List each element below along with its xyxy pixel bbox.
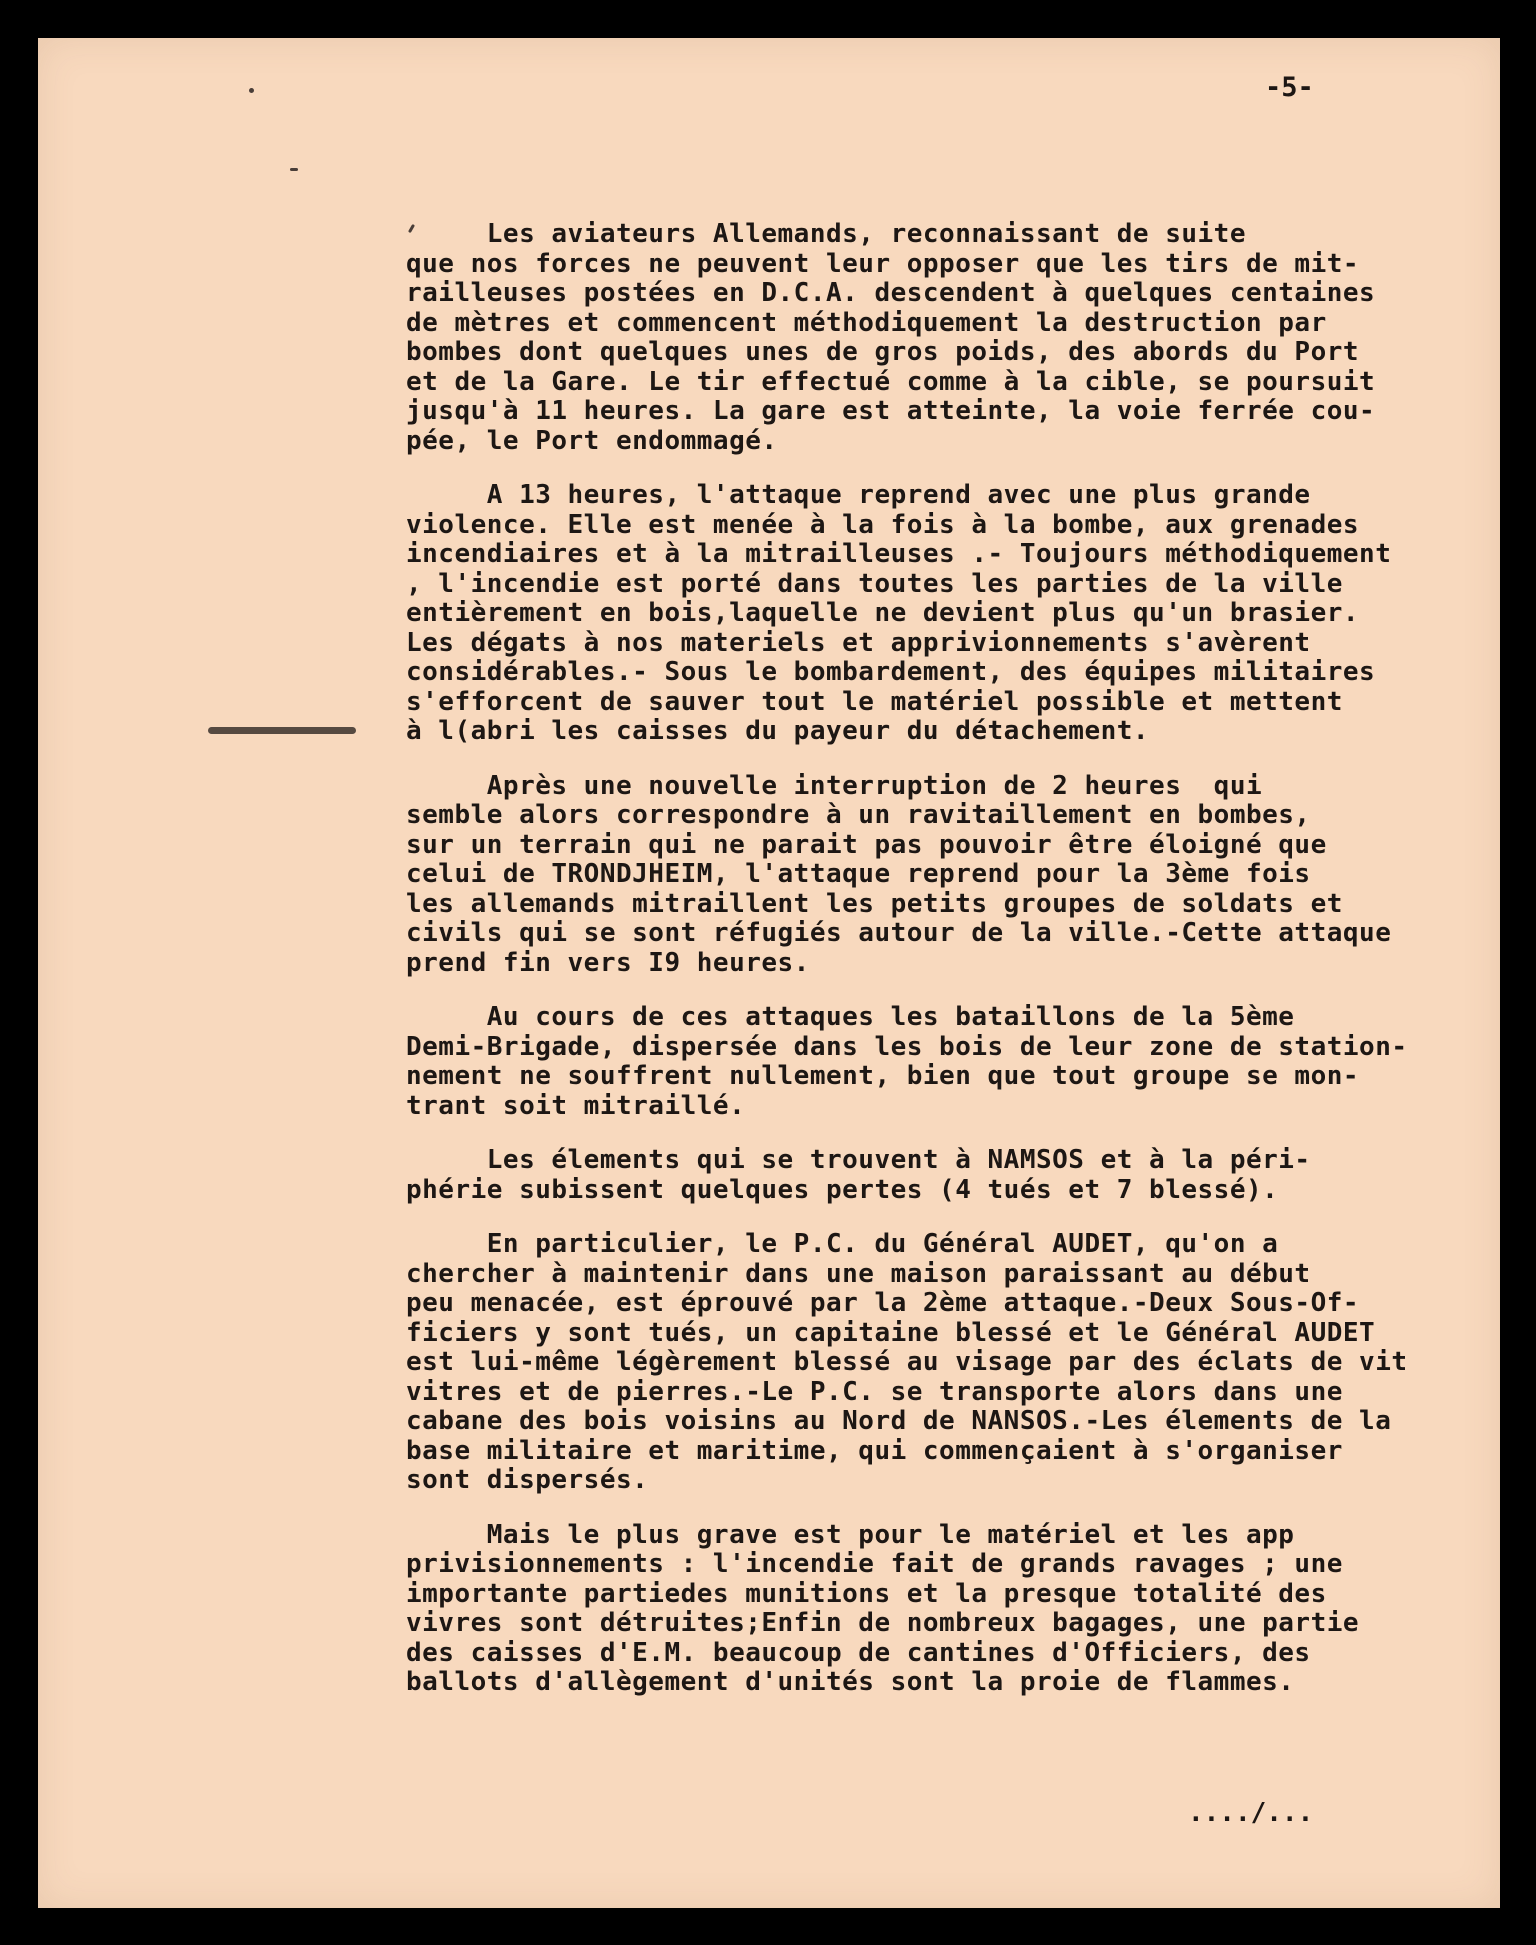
text-line: prend fin vers I9 heures. [406, 947, 810, 978]
text-line: Mais le plus grave est pour le matériel et les app [406, 1519, 1295, 1550]
text-line: ballots d'allègement d'unités sont la proie de flammes. [406, 1667, 1295, 1697]
text-line: jusqu'à 11 heures. La gare est atteinte, la voie ferrée cou- [406, 396, 1376, 426]
text-line: semble alors correspondre à un ravitaillement en bombes, [406, 800, 1311, 830]
text-line: Les aviateurs Allemands, reconnaissant de suite [406, 219, 1246, 249]
text-line: A 13 heures, l'attaque reprend avec une plus grande [406, 480, 1311, 510]
text-line: Au cours de ces attaques les bataillons de la 5ème [406, 1002, 1295, 1032]
text-line: entièrement en bois,laquelle ne devient plus qu'un brasier. [406, 598, 1360, 628]
paragraph [406, 481, 1498, 747]
paper-speck [249, 88, 254, 93]
text-line: vitres et de pierres.-Le P.C. se transporte alors dans une [406, 1376, 1343, 1407]
text-line: Les dégats à nos materiels et apprivionnements s'avèrent [406, 627, 1311, 658]
text-line: les allemands mitraillent les petits groupes de soldats et [406, 888, 1343, 919]
text-line: à l(abri les caisses du payeur du détachement. [406, 716, 1150, 746]
text-line: Les élements qui se trouvent à NAMSOS et à la péri- [406, 1145, 1311, 1175]
document-page [38, 38, 1500, 1908]
text-line: incendiaires et à la mitrailleuses .- Toujours méthodiquement [406, 539, 1392, 569]
paragraph [406, 1146, 1498, 1205]
text-line: , l'incendie est porté dans toutes les parties de la ville [406, 568, 1343, 599]
text-line: sont dispersés. [406, 1465, 649, 1495]
text-line: Après une nouvelle interruption de 2 heures qui [406, 770, 1263, 801]
text-line: est lui-même légèrement blessé au visage par des éclats de vit [406, 1347, 1408, 1377]
text-line: privisionnements : l'incendie fait de grands ravages ; une [406, 1549, 1343, 1579]
continuation-mark: ..../... [1188, 1798, 1314, 1828]
text-line: cabane des bois voisins au Nord de NANSOS.-Les élements de la [406, 1406, 1392, 1436]
text-line: phérie subissent quelques pertes (4 tués et 7 blessé). [406, 1174, 1279, 1205]
text-line: trant soit mitraillé. [406, 1090, 746, 1121]
text-line: En particulier, le P.C. du Général AUDET, qu'on a [406, 1229, 1279, 1259]
paragraph [406, 772, 1498, 979]
text-line: bombes dont quelques unes de gros poids, des abords du Port [406, 337, 1360, 367]
paragraph [406, 1521, 1498, 1698]
text-line: et de la Gare. Le tir effectué comme à la cible, se poursuit [406, 366, 1376, 397]
text-line: de mètres et commencent méthodiquement la destruction par [406, 307, 1327, 338]
body-text [406, 220, 1498, 1723]
text-line: violence. Elle est menée à la fois à la bombe, aux grenades [406, 509, 1360, 540]
paragraph [406, 1230, 1498, 1496]
paper-speck [290, 168, 298, 171]
text-line: nement ne souffrent nullement, bien que tout groupe se mon- [406, 1061, 1360, 1091]
text-line: pée, le Port endommagé. [406, 425, 778, 456]
text-line: sur un terrain qui ne parait pas pouvoir être éloigné que [406, 829, 1327, 860]
text-line: considérables.- Sous le bombardement, des équipes militaires [406, 657, 1376, 687]
text-line: railleuses postées en D.C.A. descendent à quelques centaines [406, 278, 1376, 308]
text-line: des caisses d'E.M. beaucoup de cantines d'Officiers, des [406, 1637, 1311, 1668]
margin-pencil-mark [208, 727, 356, 734]
text-line: que nos forces ne peuvent leur opposer que les tirs de mit- [406, 248, 1360, 279]
text-line: peu menacée, est éprouvé par la 2ème attaque.-Deux Sous-Of- [406, 1288, 1360, 1318]
text-line: importante partiedes munitions et la presque totalité des [406, 1578, 1327, 1609]
text-line: chercher à maintenir dans une maison paraissant au début [406, 1258, 1311, 1289]
text-line: vivres sont détruites;Enfin de nombreux bagages, une partie [406, 1608, 1360, 1638]
text-line: base militaire et maritime, qui commençaient à s'organiser [406, 1435, 1343, 1466]
text-line: civils qui se sont réfugiés autour de la ville.-Cette attaque [406, 918, 1392, 948]
text-line: celui de TRONDJHEIM, l'attaque reprend pour la 3ème fois [406, 859, 1311, 889]
paragraph [406, 220, 1498, 456]
text-line: ficiers y sont tués, un capitaine blessé et le Général AUDET [406, 1317, 1376, 1348]
paragraph [406, 1003, 1498, 1121]
page-number: -5- [1265, 72, 1314, 103]
text-line: s'efforcent de sauver tout le matériel possible et mettent [406, 686, 1343, 717]
text-line: Demi-Brigade, dispersée dans les bois de leur zone de station- [406, 1031, 1408, 1062]
